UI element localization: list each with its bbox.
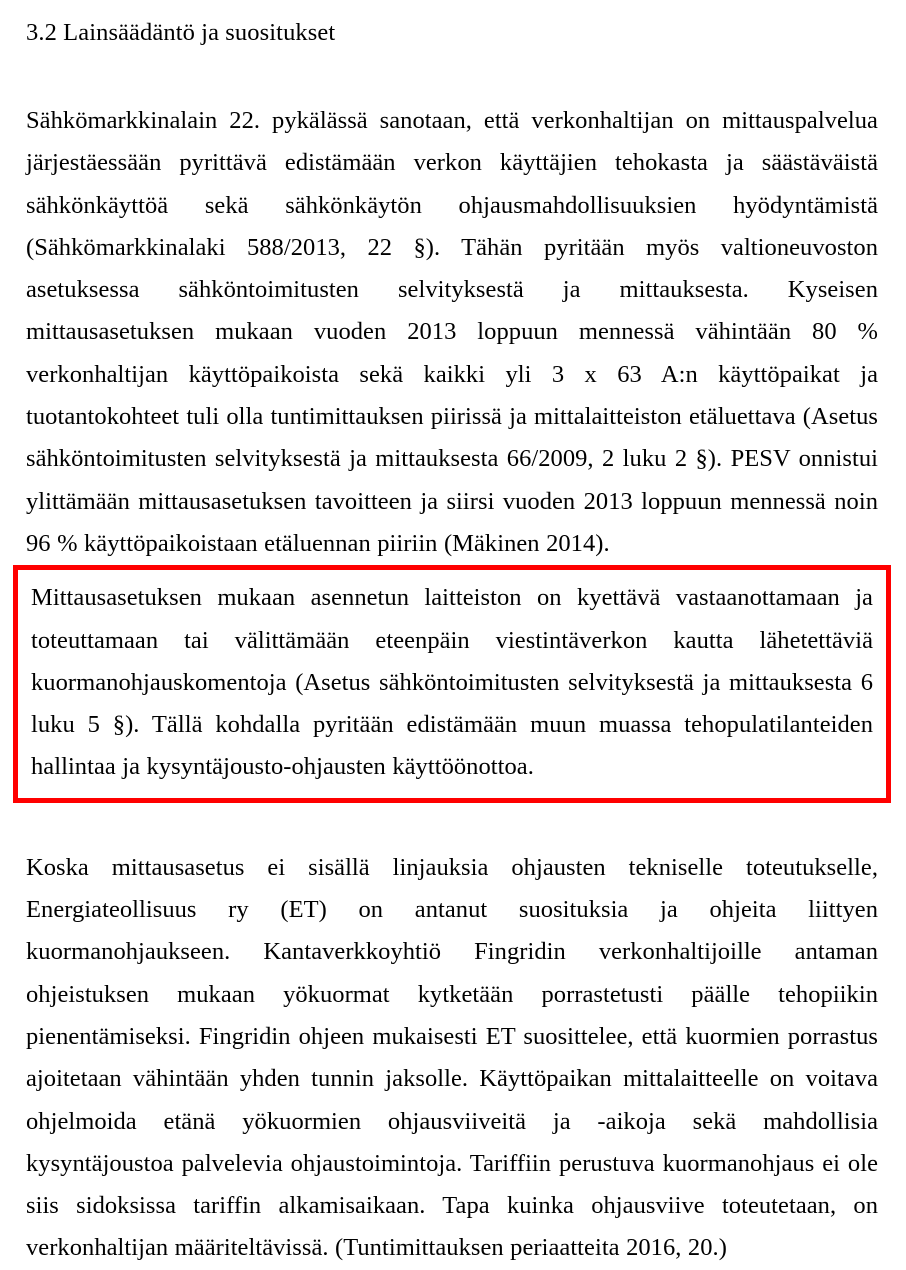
section-heading: 3.2 Lainsäädäntö ja suositukset — [26, 19, 336, 46]
spacer-after-heading — [26, 54, 878, 100]
red-highlight-box — [13, 565, 891, 802]
spacer-after-highlight-box — [26, 803, 878, 847]
highlighted-paragraph: Mittausasetuksen mukaan asennetun laitteiston on kyettävä vastaanottamaan ja toteuttamaan tai välittämään eteenpäin viestintäverkon kautta lähetettäviä kuormanohjauskomentoja (Asetus sähköntoimitusten selvityksestä ja mittauksesta 6 luku 5 §). Tällä kohdalla pyritään edistämään muun muassa tehopulatilanteiden hallintaa ja kysyntäjousto-ohjausten käyttöönottoa. — [31, 584, 873, 781]
body-paragraph-1: Sähkömarkkinalain 22. pykälässä sanotaan, että verkonhaltijan on mittauspalvelua järjestäessään pyrittävä edistämään verkon käyttäjien tehokasta ja säästäväistä sähkönkäyttöä sekä sähkönkäytön ohjausmahdollisuuksien hyödyntämistä (Sähkömarkkinalaki 588/2013, 22 §). Tähän pyritään myös valtioneuvoston asetuksessa sähköntoimitusten selvityksestä ja mittauksesta. Kyseisen mittausasetuksen mukaan vuoden 2013 loppuun mennessä vähintään 80 % verkonhaltijan käyttöpaikoista sekä kaikki yli 3 x 63 A:n käyttöpaikat ja tuotantokohteet tuli olla tuntimittauksen piirissä ja mittalaitteiston etäluettava (Asetus sähköntoimitusten selvityksestä ja mittauksesta 66/2009, 2 luku 2 §). PESV onnistui ylittämään mittausasetuksen tavoitteen ja siirsi vuoden 2013 loppuun mennessä noin 96 % käyttöpaikoistaan etäluennan piiriin (Mäkinen 2014). — [26, 107, 878, 557]
page-content-column — [26, 0, 878, 1270]
body-paragraph-3: Koska mittausasetus ei sisällä linjauksia ohjausten tekniselle toteutukselle, Energiateollisuus ry (ET) on antanut suosituksia ja ohjeita liittyen kuormanohjaukseen. Kantaverkkoyhtiö Fingridin verkonhaltijoille antaman ohjeistuksen mukaan yökuormat kytketään porrastetusti päälle tehopiikin pienentämiseksi. Fingridin ohjeen mukaisesti ET suosittelee, että kuormien porrastus ajoitetaan vähintään yhden tunnin jaksolle. Käyttöpaikan mittalaitteelle on voitava ohjelmoida etänä yökuormien ohjausviiveitä ja -aikoja sekä mahdollisia kysyntäjoustoa palvelevia ohjaustoimintoja. Tariffiin perustuva kuormanohjaus ei ole siis sidoksissa tariffin alkamisaikaan. Tapa kuinka ohjausviive toteutetaan, on verkonhaltijan määriteltävissä. (Tuntimittauksen periaatteita 2016, 20.) — [26, 853, 878, 1262]
